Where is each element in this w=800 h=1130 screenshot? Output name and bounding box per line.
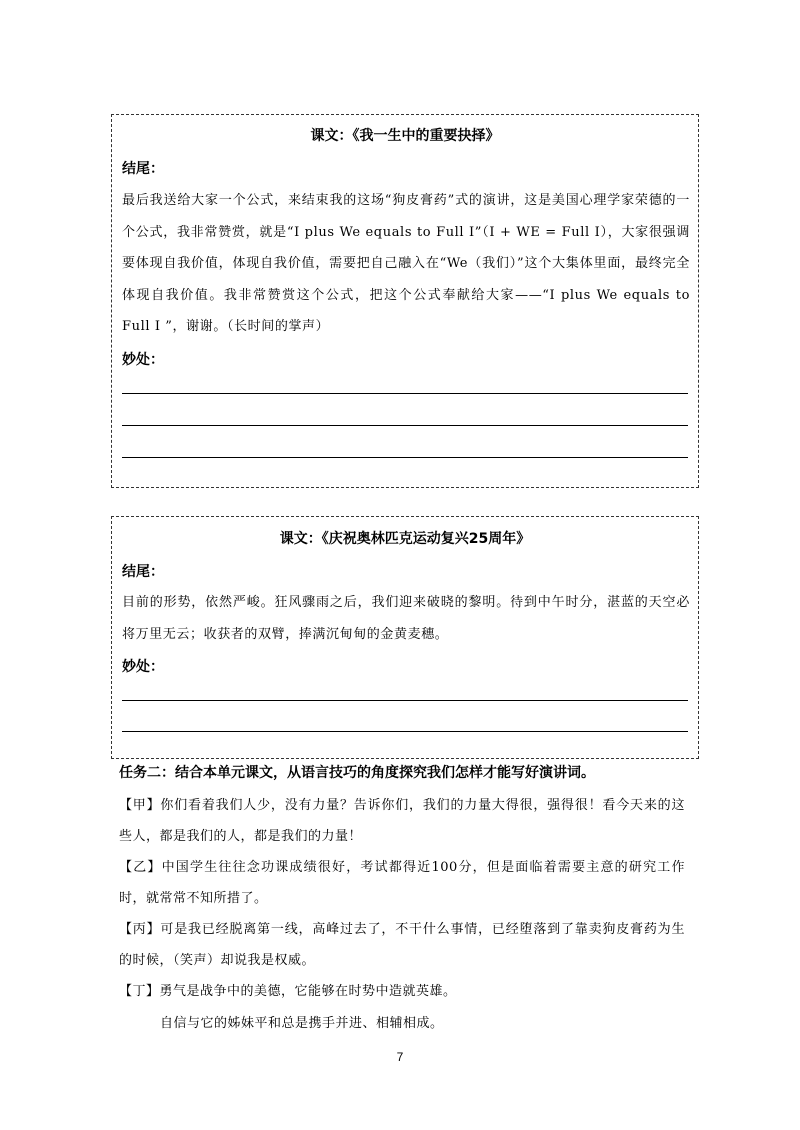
example-item-yi: 【乙】中国学生往往念功课成绩很好，考试都得近100分，但是面临着需要主意的研究工作时，就常常不知所措了。 xyxy=(119,860,685,906)
ending-text: 最后我送给大家一个公式，来结束我的这场“狗皮膏药”式的演讲，这是美国心理学家荣德的一个公式，我非常赞赏，就是“I plus We equals to Full I”（I + WE = Full I），大家很强调要体现自我价值，体现自我价值，需要把自己融入在“We（我们）”这个大集体里面，最终完全体现自我价值。我非常赞赏这个公式，把这个公式奉献给大家——“I plus We equals to Full I ”，谢谢。（长时间的掌声） xyxy=(122,193,690,334)
text-box-important-choice xyxy=(111,114,699,488)
answer-line xyxy=(122,457,688,458)
merit-label: 妙处： xyxy=(122,352,164,368)
task-two-title: 任务二：结合本单元课文，从语言技巧的角度探究我们怎样才能写好演讲词。 xyxy=(119,765,595,781)
box-title: 课文：《庆祝奥林匹克运动复兴25周年》 xyxy=(279,531,531,547)
example-item-jia: 【甲】你们看着我们人少，没有力量？告诉你们，我们的力量大得很，强得很！看今天来的这些人，都是我们的人，都是我们的力量！ xyxy=(119,798,685,844)
box-title: 课文：《我一生中的重要抉择》 xyxy=(310,128,500,144)
answer-line xyxy=(122,393,688,394)
answer-line xyxy=(122,425,688,426)
ending-text: 目前的形势，依然严峻。狂风骤雨之后，我们迎来破晓的黎明。待到中午时分，湛蓝的天空必将万里无云；收获者的双臂，捧满沉甸甸的金黄麦穗。 xyxy=(122,595,690,642)
example-item-ding-continued: 自信与它的姊妹平和总是携手并进、相辅相成。 xyxy=(160,1016,444,1031)
page-number: 7 xyxy=(396,1050,404,1064)
example-item-ding: 【丁】勇气是战争中的美德，它能够在时势中造就英雄。 xyxy=(119,984,457,999)
answer-line xyxy=(122,700,688,701)
example-item-bing: 【丙】可是我已经脱离第一线，高峰过去了，不干什么事情，已经堕落到了靠卖狗皮膏药为生的时候，（笑声）却说我是权威。 xyxy=(119,922,685,968)
merit-label: 妙处： xyxy=(122,659,164,675)
ending-label: 结尾： xyxy=(122,161,164,177)
ending-label: 结尾： xyxy=(122,564,164,580)
answer-line xyxy=(122,731,688,732)
text-box-olympic xyxy=(111,516,699,759)
